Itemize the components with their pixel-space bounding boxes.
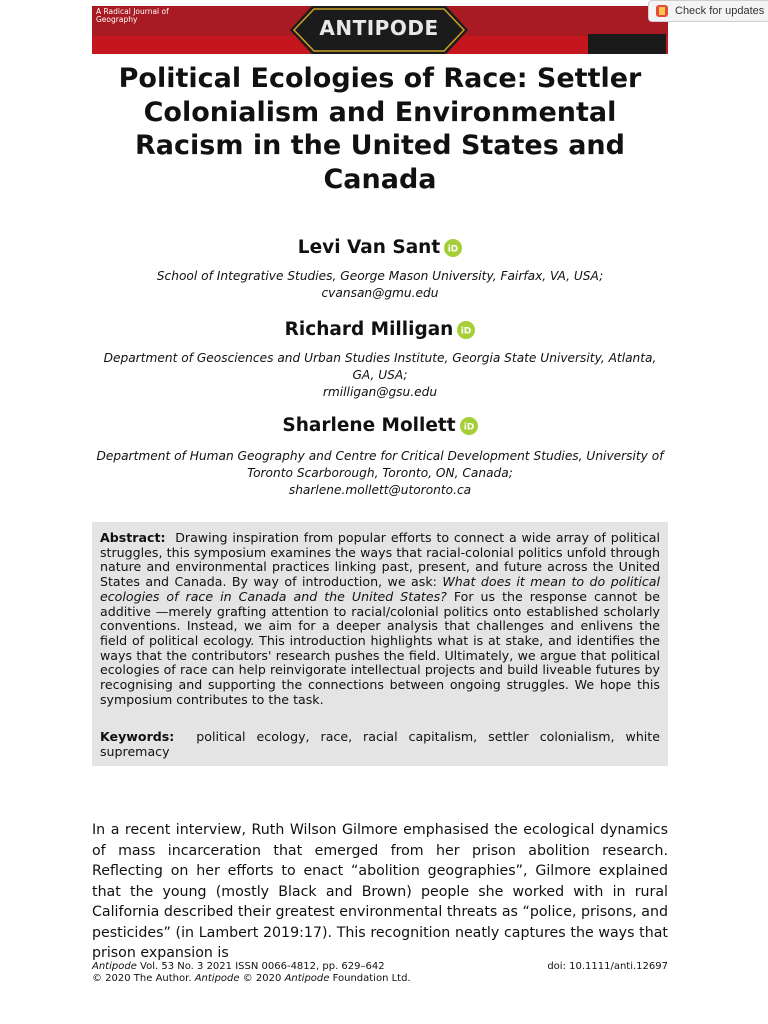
abstract-text xyxy=(100,531,660,707)
abstract-label: Abstract: xyxy=(100,530,166,545)
svg-text:iD: iD xyxy=(447,244,459,255)
orcid-icon[interactable] xyxy=(460,417,478,435)
copyright-foundation: Foundation Ltd. xyxy=(332,973,411,984)
article-title: Political Ecologies of Race: Settler Colonialism and Environmental Racism in the United States and Canada xyxy=(118,63,642,195)
body-paragraph: In a recent interview, Ruth Wilson Gilmore emphasised the ecological dynamics of mass incarceration that emerged from her prison abolition research. Reflecting on her efforts to enact “abolition geographies”, Gilmore explained that the young (mostly Black and Brown) people she worked with in rural California described their greatest environmental threats as “police, prisons, and pesticides” (in Lambert 2019:17). This recognition neatly captures the ways that prison expansion is xyxy=(92,822,668,961)
affiliation-text: Department of Human Geography and Centre for Critical Development Studies, University of Toronto Scarborough, Toronto, ON, Canada; xyxy=(96,449,664,480)
author-email[interactable]: rmilligan@gsu.edu xyxy=(322,385,438,399)
author-name xyxy=(92,319,668,340)
author-email[interactable]: sharlene.mollett@utoronto.ca xyxy=(288,483,472,497)
copyright-journal-foundation: Antipode xyxy=(284,973,330,984)
keywords-label: Keywords: xyxy=(100,729,175,744)
check-for-updates-button[interactable] xyxy=(648,0,768,22)
author-name-text: Sharlene Mollett xyxy=(282,415,456,436)
orcid-icon[interactable] xyxy=(444,239,462,257)
author-name-text: Levi Van Sant xyxy=(297,237,441,258)
journal-tagline: A Radical Journal of Geography xyxy=(96,7,169,24)
footer-copyright-line xyxy=(92,973,668,985)
abstract-box xyxy=(92,522,668,766)
journal-logo: ANTIPODE xyxy=(319,16,439,40)
copyright-journal: Antipode xyxy=(194,973,240,984)
journal-banner xyxy=(92,6,668,54)
footer-citation: Vol. 53 No. 3 2021 ISSN 0066-4812, pp. 629–642 xyxy=(140,961,385,972)
footer-journal: Antipode xyxy=(92,961,137,972)
author-email[interactable]: cvansan@gmu.edu xyxy=(321,286,439,300)
author-affiliation xyxy=(92,350,668,401)
author-name xyxy=(92,415,668,436)
svg-text:iD: iD xyxy=(461,326,472,337)
copyright-author: © 2020 The Author. xyxy=(92,973,192,984)
page-footer xyxy=(92,961,668,985)
author-name xyxy=(92,237,668,258)
banner-black-block xyxy=(588,34,666,54)
author-affiliation xyxy=(92,268,668,302)
author-name-text: Richard Milligan xyxy=(284,319,454,340)
svg-text:iD: iD xyxy=(463,422,474,433)
abstract-part-1: Drawing inspiration from popular efforts to connect a wide array of political struggles, this symposium examines the ways that racial-colonial politics unfold through nature and environmental practices linking past, present, and future across the United States and Canada. By way of introduction, we ask: xyxy=(100,530,660,590)
footer-doi[interactable]: doi: 10.1111/anti.12697 xyxy=(547,961,668,972)
affiliation-text: Department of Geosciences and Urban Studies Institute, Georgia State University, Atlanta, GA, USA; xyxy=(103,351,657,382)
author-affiliation xyxy=(92,448,668,499)
keywords xyxy=(100,730,660,759)
abstract-question: What does it mean to do political ecologies of race in Canada and the United States? xyxy=(100,574,660,604)
keywords-list: political ecology, race, racial capitalism, settler colonialism, white supremacy xyxy=(100,729,660,759)
affiliation-text: School of Integrative Studies, George Mason University, Fairfax, VA, USA; xyxy=(156,269,604,283)
orcid-icon[interactable] xyxy=(457,321,475,339)
check-updates-icon xyxy=(655,4,669,18)
check-updates-label: Check for updates xyxy=(675,5,765,17)
copyright-year: © 2020 xyxy=(242,973,282,984)
abstract-part-2: For us the response cannot be additive —merely grafting attention to racial/colonial politics onto established scholarly conventions. Instead, we aim for a deeper analysis that challenges and enlivens the field of political ecology. This introduction highlights what is at stake, and identifies the ways that the contributors' research pushes the field. Ultimately, we argue that political ecologies of race can help reinvigorate intellectual projects and build liveable futures by recognising and supporting the connections between ongoing struggles. We hope this symposium contributes to the task. xyxy=(100,588,660,707)
